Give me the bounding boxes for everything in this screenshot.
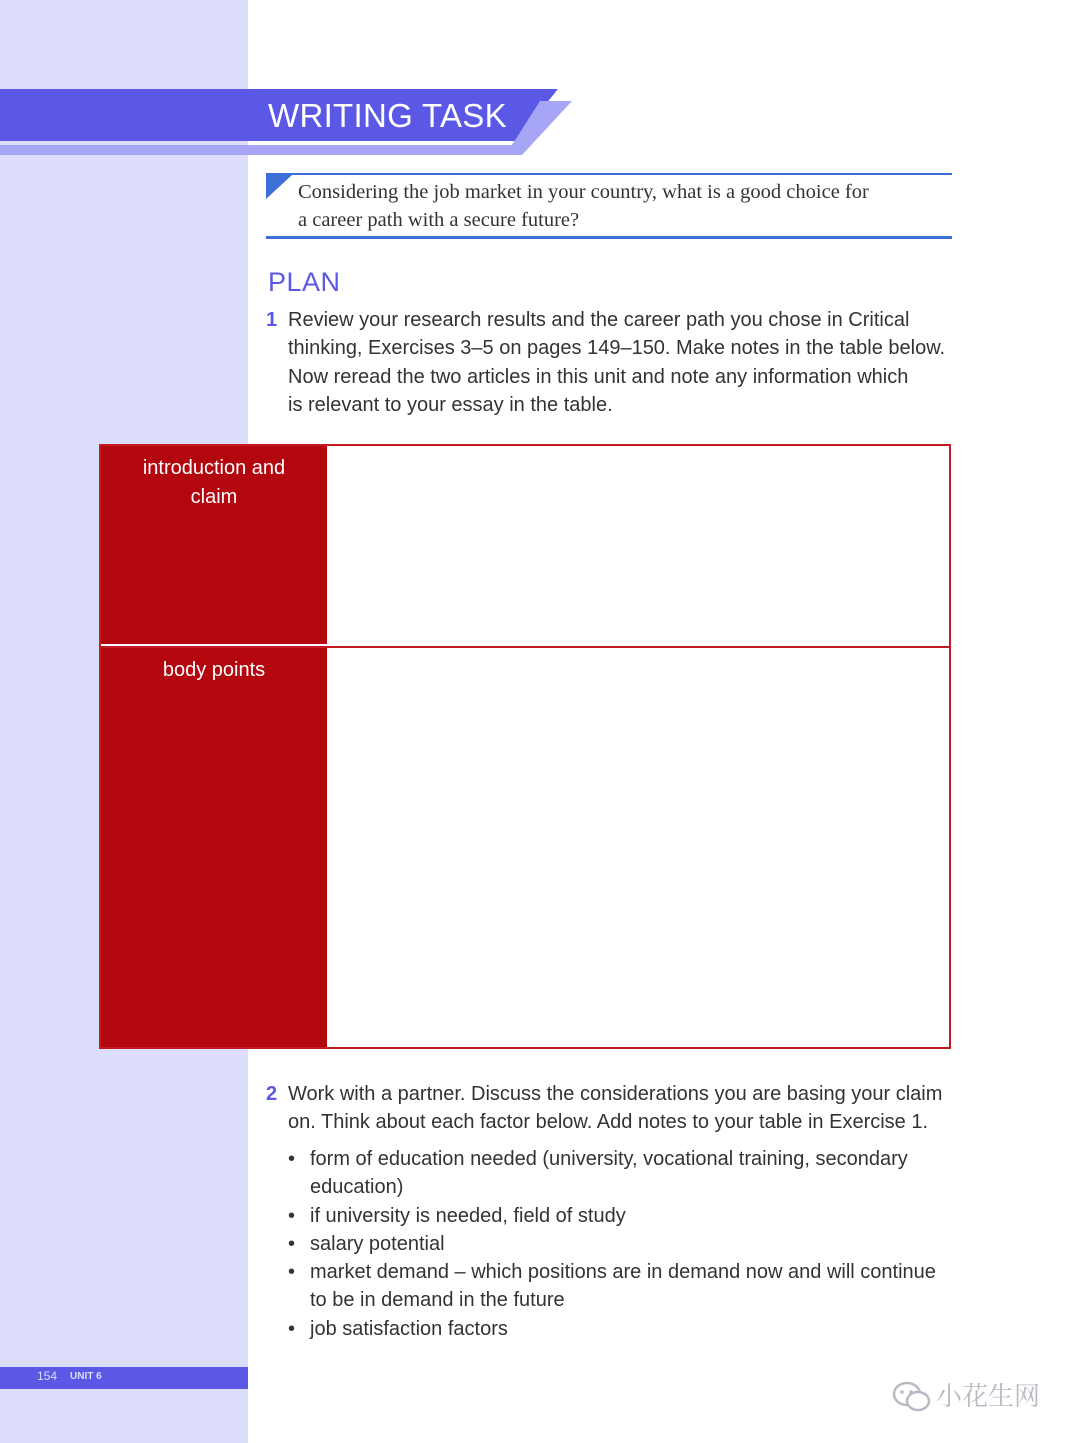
- plan-heading: PLAN: [268, 267, 341, 297]
- chat-bubble-icon: [892, 1381, 932, 1413]
- essay-question: [298, 178, 938, 234]
- exercise-2-instructions: [288, 1080, 956, 1137]
- flag-icon: [266, 175, 292, 201]
- page-number: 154: [37, 1369, 58, 1383]
- essay-question-box: [266, 173, 952, 239]
- instruction-line: is relevant to your essay in the table.: [288, 393, 613, 416]
- list-item-text: form of education needed (university, vocational training, secondary: [310, 1148, 908, 1170]
- list-item: [288, 1258, 956, 1315]
- table-row-introduction: [101, 446, 949, 648]
- row-label-cell: [101, 648, 327, 1047]
- instruction-line: Now reread the two articles in this unit and note any information which: [288, 365, 909, 388]
- introduction-notes-cell[interactable]: [327, 446, 949, 646]
- list-item: [288, 1145, 956, 1202]
- bullet-icon: •: [288, 1261, 296, 1284]
- instruction-line: Review your research results and the career path you chose in Critical: [288, 309, 910, 331]
- table-row-body-points: [101, 648, 949, 1047]
- instruction-line: Work with a partner. Discuss the considerations you are basing your claim: [288, 1083, 943, 1105]
- essay-question-line: Considering the job market in your country, what is a good choice for: [298, 181, 869, 203]
- instruction-line: thinking, Exercises 3–5 on pages 149–150. Make notes in the table below.: [288, 337, 946, 360]
- exercise-number: 1: [266, 309, 278, 331]
- list-item-text: education): [310, 1176, 404, 1199]
- list-item-text: market demand – which positions are in demand now and will continue: [310, 1261, 936, 1284]
- row-label: introduction and: [142, 457, 286, 479]
- watermark-text: 小花生网: [936, 1382, 1041, 1412]
- bullet-icon: •: [288, 1148, 296, 1170]
- instruction-line: on. Think about each factor below. Add notes to your table in Exercise 1.: [288, 1111, 929, 1134]
- list-item: [288, 1202, 956, 1230]
- list-item-text: if university is needed, field of study: [310, 1204, 626, 1227]
- bullet-icon: •: [288, 1232, 296, 1255]
- essay-question-line: a career path with a secure future?: [298, 209, 580, 231]
- list-item: [288, 1315, 956, 1343]
- list-item-text: salary potential: [310, 1232, 445, 1255]
- unit-label: UNIT 6: [70, 1371, 102, 1382]
- list-item-text: to be in demand in the future: [310, 1289, 565, 1312]
- exercise-1: [266, 306, 956, 419]
- exercise-1-instructions: [288, 306, 956, 419]
- row-label: body points: [162, 659, 266, 681]
- bullet-icon: •: [288, 1204, 296, 1227]
- bullet-icon: •: [288, 1317, 296, 1340]
- row-label: claim: [190, 486, 238, 508]
- list-item: [288, 1230, 956, 1258]
- list-item-text: job satisfaction factors: [310, 1317, 508, 1340]
- essay-plan-table: [99, 444, 951, 1049]
- factor-list: [288, 1145, 956, 1343]
- row-label-cell: [101, 446, 327, 646]
- body-points-notes-cell[interactable]: [327, 648, 949, 1047]
- banner-title: WRITING TASK: [268, 97, 507, 134]
- exercise-2: [266, 1080, 956, 1137]
- exercise-number: 2: [266, 1083, 278, 1105]
